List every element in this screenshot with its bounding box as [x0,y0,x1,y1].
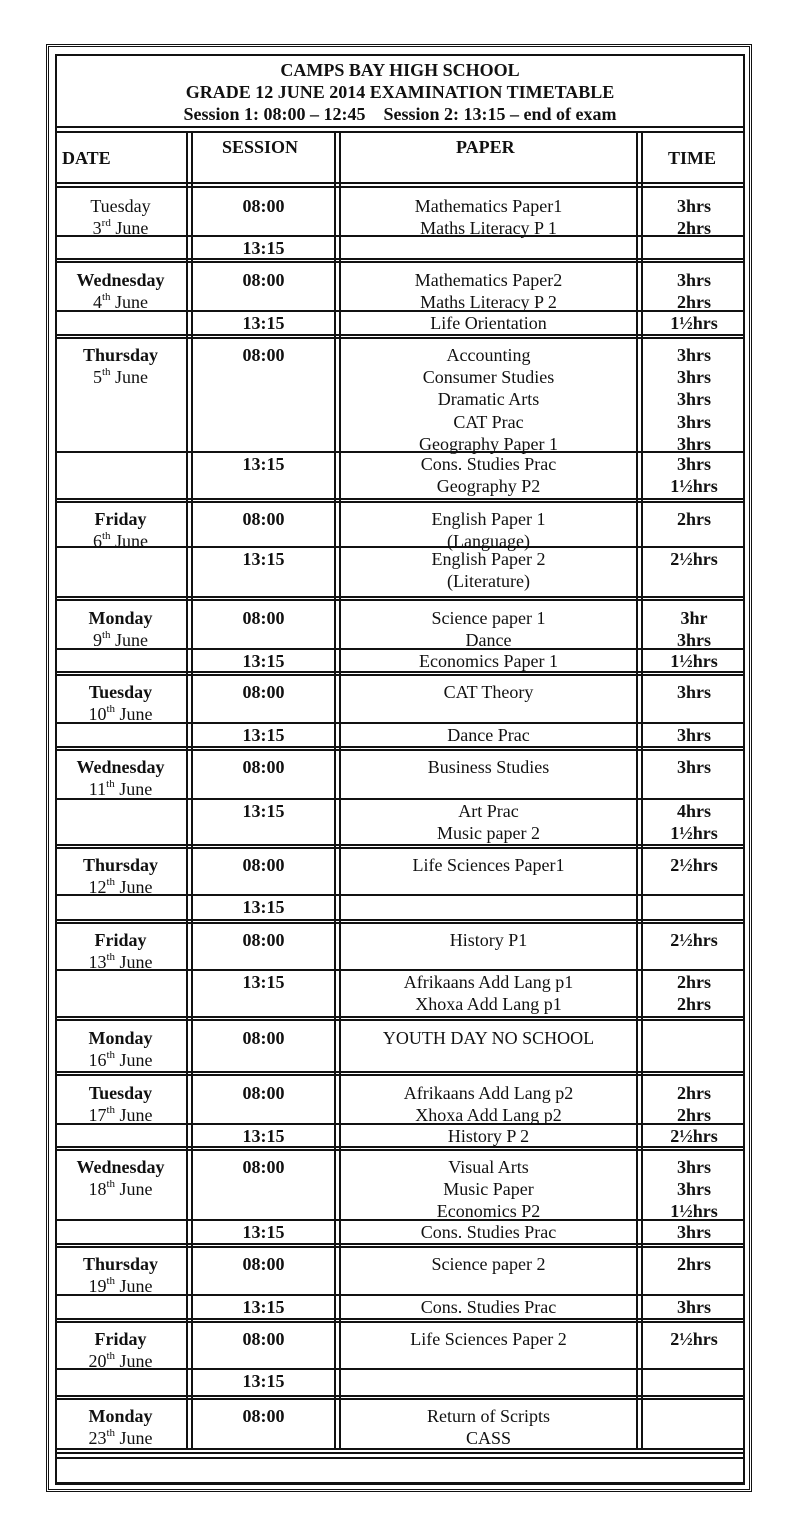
date-month: June [115,704,153,725]
date-number: 20 [88,1351,107,1372]
session-time: 08:00 [242,1083,285,1103]
exam-duration: 3hrs [676,1222,711,1242]
session-time: 08:00 [242,1329,285,1349]
column-header-time: TIME [668,148,717,168]
date-number: 11 [88,779,107,800]
exam-duration: 2hrs [676,1105,711,1126]
date-number: 23 [88,1428,107,1449]
date-number: 10 [88,704,107,725]
date-number: 16 [88,1050,107,1071]
session-time: 08:00 [242,1157,285,1177]
exam-duration: 3hrs [676,367,711,388]
paper-name: Life Sciences Paper1 [412,855,565,875]
school-name: CAMPS BAY HIGH SCHOOL [280,60,520,80]
day-date [55,530,186,552]
column-header-date: DATE [62,148,111,168]
paper-name: Cons. Studies Prac [420,1222,557,1242]
date-month: June [115,1428,153,1449]
day-name: Tuesday [88,1083,153,1103]
day-name: Tuesday [90,196,151,216]
day-name: Monday [88,1028,153,1048]
date-month: June [115,1105,153,1126]
session-times: Session 1: 08:00 – 12:45 Session 2: 13:15 – end of exam [183,104,617,124]
row-divider [55,1321,745,1323]
paper-name: (Language) [447,531,530,552]
paper-name: CASS [465,1428,512,1449]
footer-box [55,1457,745,1485]
date-number: 19 [88,1276,107,1297]
day-name: Thursday [82,1254,159,1274]
exam-duration: 3hrs [676,454,711,474]
paper-name: Art Prac [458,801,519,821]
row-divider [55,671,745,673]
row-divider [55,674,745,676]
paper-name: Economics Paper 1 [419,651,558,671]
date-suffix: th [101,629,111,642]
row-divider [55,501,745,503]
paper-name: English Paper 1 [431,509,546,529]
exam-duration: 3hrs [676,1297,711,1317]
session-time: 08:00 [242,608,285,628]
session-time: 08:00 [242,1028,285,1048]
session-time: 08:00 [242,757,285,777]
exam-duration: 3hrs [676,411,711,432]
exam-duration: 3hrs [676,725,711,745]
column-header-session: SESSION [222,137,299,157]
paper-name: Music Paper [443,1179,534,1200]
exam-duration: 3hrs [676,345,711,365]
paper-name: Xhoxa Add Lang p2 [415,1105,562,1126]
paper-name: Return of Scripts [427,1406,550,1426]
session-time: 13:15 [242,1126,285,1146]
exam-duration: 3hrs [676,270,711,290]
date-month: June [110,367,149,388]
paper-name: Business Studies [427,757,550,777]
day-date [55,876,186,898]
exam-duration: 3hrs [676,757,711,777]
exam-duration: 3hrs [676,1157,711,1177]
date-suffix: th [106,778,115,791]
date-number: 17 [88,1105,107,1126]
paper-name: Cons. Studies Prac [420,1297,557,1317]
paper-name: Accounting [446,345,531,365]
paper-name: History P1 [449,930,528,950]
date-month: June [115,877,153,898]
day-name: Friday [94,930,147,950]
day-name: Monday [88,608,153,628]
paper-name: Life Sciences Paper 2 [410,1329,567,1349]
row-divider [55,1395,745,1397]
column-divider [186,131,188,1450]
paper-name: YOUTH DAY NO SCHOOL [382,1028,595,1048]
timetable-header [55,54,745,128]
date-month: June [115,1179,153,1200]
table-bottom [55,1452,745,1454]
row-divider [55,1398,745,1400]
day-date [55,1350,186,1372]
date-suffix: th [106,1275,116,1288]
day-date [55,1104,186,1126]
date-suffix: th [106,1049,116,1062]
session-time: 13:15 [242,238,285,258]
day-date [55,217,186,239]
session-time: 13:15 [242,1222,285,1242]
date-month: June [110,630,149,651]
day-name: Friday [94,1329,147,1349]
paper-name: CAT Theory [443,682,534,702]
exam-duration: 3hrs [676,630,711,651]
row-divider [55,261,745,263]
session-time: 08:00 [242,1254,285,1274]
day-name: Monday [88,1406,153,1426]
paper-name: Maths Literacy P 2 [420,292,557,313]
session-time: 13:15 [242,1371,285,1391]
day-date [55,703,186,725]
exam-duration: 4hrs [676,801,711,821]
row-divider [55,1016,745,1018]
session-time: 08:00 [242,855,285,875]
row-divider [55,1071,745,1073]
date-month: June [110,292,149,313]
paper-name: Life Orientation [430,313,547,333]
exam-duration: 2hrs [676,218,711,239]
date-suffix: th [101,366,111,379]
row-divider [55,498,745,500]
paper-name: Music paper 2 [437,823,540,844]
row-divider [55,922,745,924]
date-suffix: th [106,1178,116,1191]
day-name: Tuesday [88,682,153,702]
row-divider [55,258,745,260]
row-divider [55,1019,745,1021]
exam-duration: 1½hrs [670,651,718,671]
session-time: 13:15 [242,549,285,569]
day-name: Wednesday [76,757,165,777]
row-divider [55,1318,745,1320]
day-name: Thursday [82,855,159,875]
exam-duration: 2hrs [676,994,711,1015]
paper-name: Consumer Studies [422,367,555,388]
day-date [55,1275,186,1297]
day-name: Thursday [82,345,159,365]
date-suffix: th [106,951,116,964]
paper-name: Xhoxa Add Lang p1 [415,994,562,1015]
paper-name: Geography Paper 1 [419,433,558,454]
exam-duration: 1½hrs [670,1201,718,1222]
row-divider [55,919,745,921]
day-name: Wednesday [76,1157,165,1177]
timetable-title: GRADE 12 JUNE 2014 EXAMINATION TIMETABLE [185,82,615,102]
exam-duration: 1½hrs [670,476,718,497]
row-divider [55,1146,745,1148]
session-time: 13:15 [242,801,285,821]
exam-duration: 2½hrs [670,549,718,569]
exam-duration: 3hrs [676,433,711,454]
session-time: 13:15 [242,454,285,474]
date-suffix: th [106,1104,116,1117]
day-date [55,1049,186,1071]
date-number: 12 [88,877,107,898]
date-number: 6 [92,531,102,552]
date-number: 9 [92,630,102,651]
column-divider [636,131,638,1450]
date-suffix: th [106,876,116,889]
paper-name: English Paper 2 [431,549,546,569]
exam-duration: 3hr [680,608,708,628]
session-time: 08:00 [242,682,285,702]
paper-name: Science paper 2 [431,1254,546,1274]
session-time: 08:00 [242,196,285,216]
date-suffix: th [106,703,116,716]
row-divider [55,746,745,748]
paper-name: Maths Literacy P 1 [420,218,557,239]
row-divider [55,337,745,339]
session-time: 13:15 [242,972,285,992]
exam-duration: 3hrs [676,196,711,216]
session-time: 13:15 [242,1297,285,1317]
date-month: June [110,218,149,239]
date-month: June [110,531,149,552]
table-bottom [55,1448,745,1450]
exam-duration: 2hrs [676,292,711,313]
row-divider [55,749,745,751]
exam-duration: 2½hrs [670,1126,718,1146]
paper-name: History P 2 [447,1126,530,1146]
session-time: 13:15 [242,725,285,745]
date-suffix: th [101,291,111,304]
session-time: 08:00 [242,270,285,290]
column-divider [334,131,336,1450]
paper-name: Dramatic Arts [437,389,540,410]
day-date [55,366,186,388]
paper-name: Dance Prac [447,725,530,745]
date-number: 3 [92,218,102,239]
header-divider [55,126,745,128]
session-time: 08:00 [242,930,285,950]
paper-name: Economics P2 [436,1201,541,1222]
day-date [55,778,186,800]
paper-name: CAT Prac [453,411,524,432]
row-divider [55,334,745,336]
column-header-paper: PAPER [456,137,515,157]
paper-name: Science paper 1 [431,608,546,628]
exam-duration: 2½hrs [670,930,718,950]
exam-duration: 2hrs [676,1083,711,1103]
exam-duration: 2hrs [676,1254,711,1274]
date-month: June [115,1276,153,1297]
session-time: 13:15 [242,651,285,671]
row-divider [55,599,745,601]
row-divider [55,1149,745,1151]
row-divider [55,847,745,849]
day-name: Friday [94,509,147,529]
session-time: 08:00 [242,1406,285,1426]
paper-name: Mathematics Paper2 [414,270,563,290]
exam-duration: 2½hrs [670,855,718,875]
exam-duration: 1½hrs [670,823,718,844]
row-divider [55,1246,745,1248]
date-number: 5 [92,367,102,388]
paper-name: Visual Arts [448,1157,529,1177]
day-date [55,1427,186,1449]
session-time: 08:00 [242,509,285,529]
date-suffix: th [106,1350,116,1363]
date-suffix: th [101,530,111,543]
day-date [55,291,186,313]
paper-name: Dance [465,630,512,651]
date-number: 4 [92,292,102,313]
date-number: 13 [88,952,107,973]
exam-duration: 1½hrs [670,313,718,333]
exam-duration: 3hrs [676,389,711,410]
date-month: June [115,1351,153,1372]
exam-duration: 3hrs [676,682,711,702]
session-time: 08:00 [242,345,285,365]
day-date [55,1178,186,1200]
paper-name: Afrikaans Add Lang p2 [403,1083,574,1103]
date-suffix: rd [101,217,111,230]
row-divider [55,1074,745,1076]
row-divider [55,844,745,846]
paper-name: Mathematics Paper1 [414,196,563,216]
date-month: June [114,779,153,800]
paper-name: Cons. Studies Prac [420,454,557,474]
date-month: June [115,1050,153,1071]
day-date [55,629,186,651]
paper-name: Geography P2 [436,476,541,497]
paper-name: Afrikaans Add Lang p1 [403,972,574,992]
day-name: Wednesday [76,270,165,290]
date-number: 18 [88,1179,107,1200]
exam-duration: 3hrs [676,1179,711,1200]
exam-duration: 2hrs [676,972,711,992]
date-month: June [115,952,153,973]
exam-duration: 2½hrs [670,1329,718,1349]
row-divider [55,1243,745,1245]
paper-name: (Literature) [447,571,530,592]
session-time: 13:15 [242,897,285,917]
day-date [55,951,186,973]
session-time: 13:15 [242,313,285,333]
date-suffix: th [106,1427,116,1440]
row-divider [55,596,745,598]
exam-duration: 2hrs [676,509,711,529]
